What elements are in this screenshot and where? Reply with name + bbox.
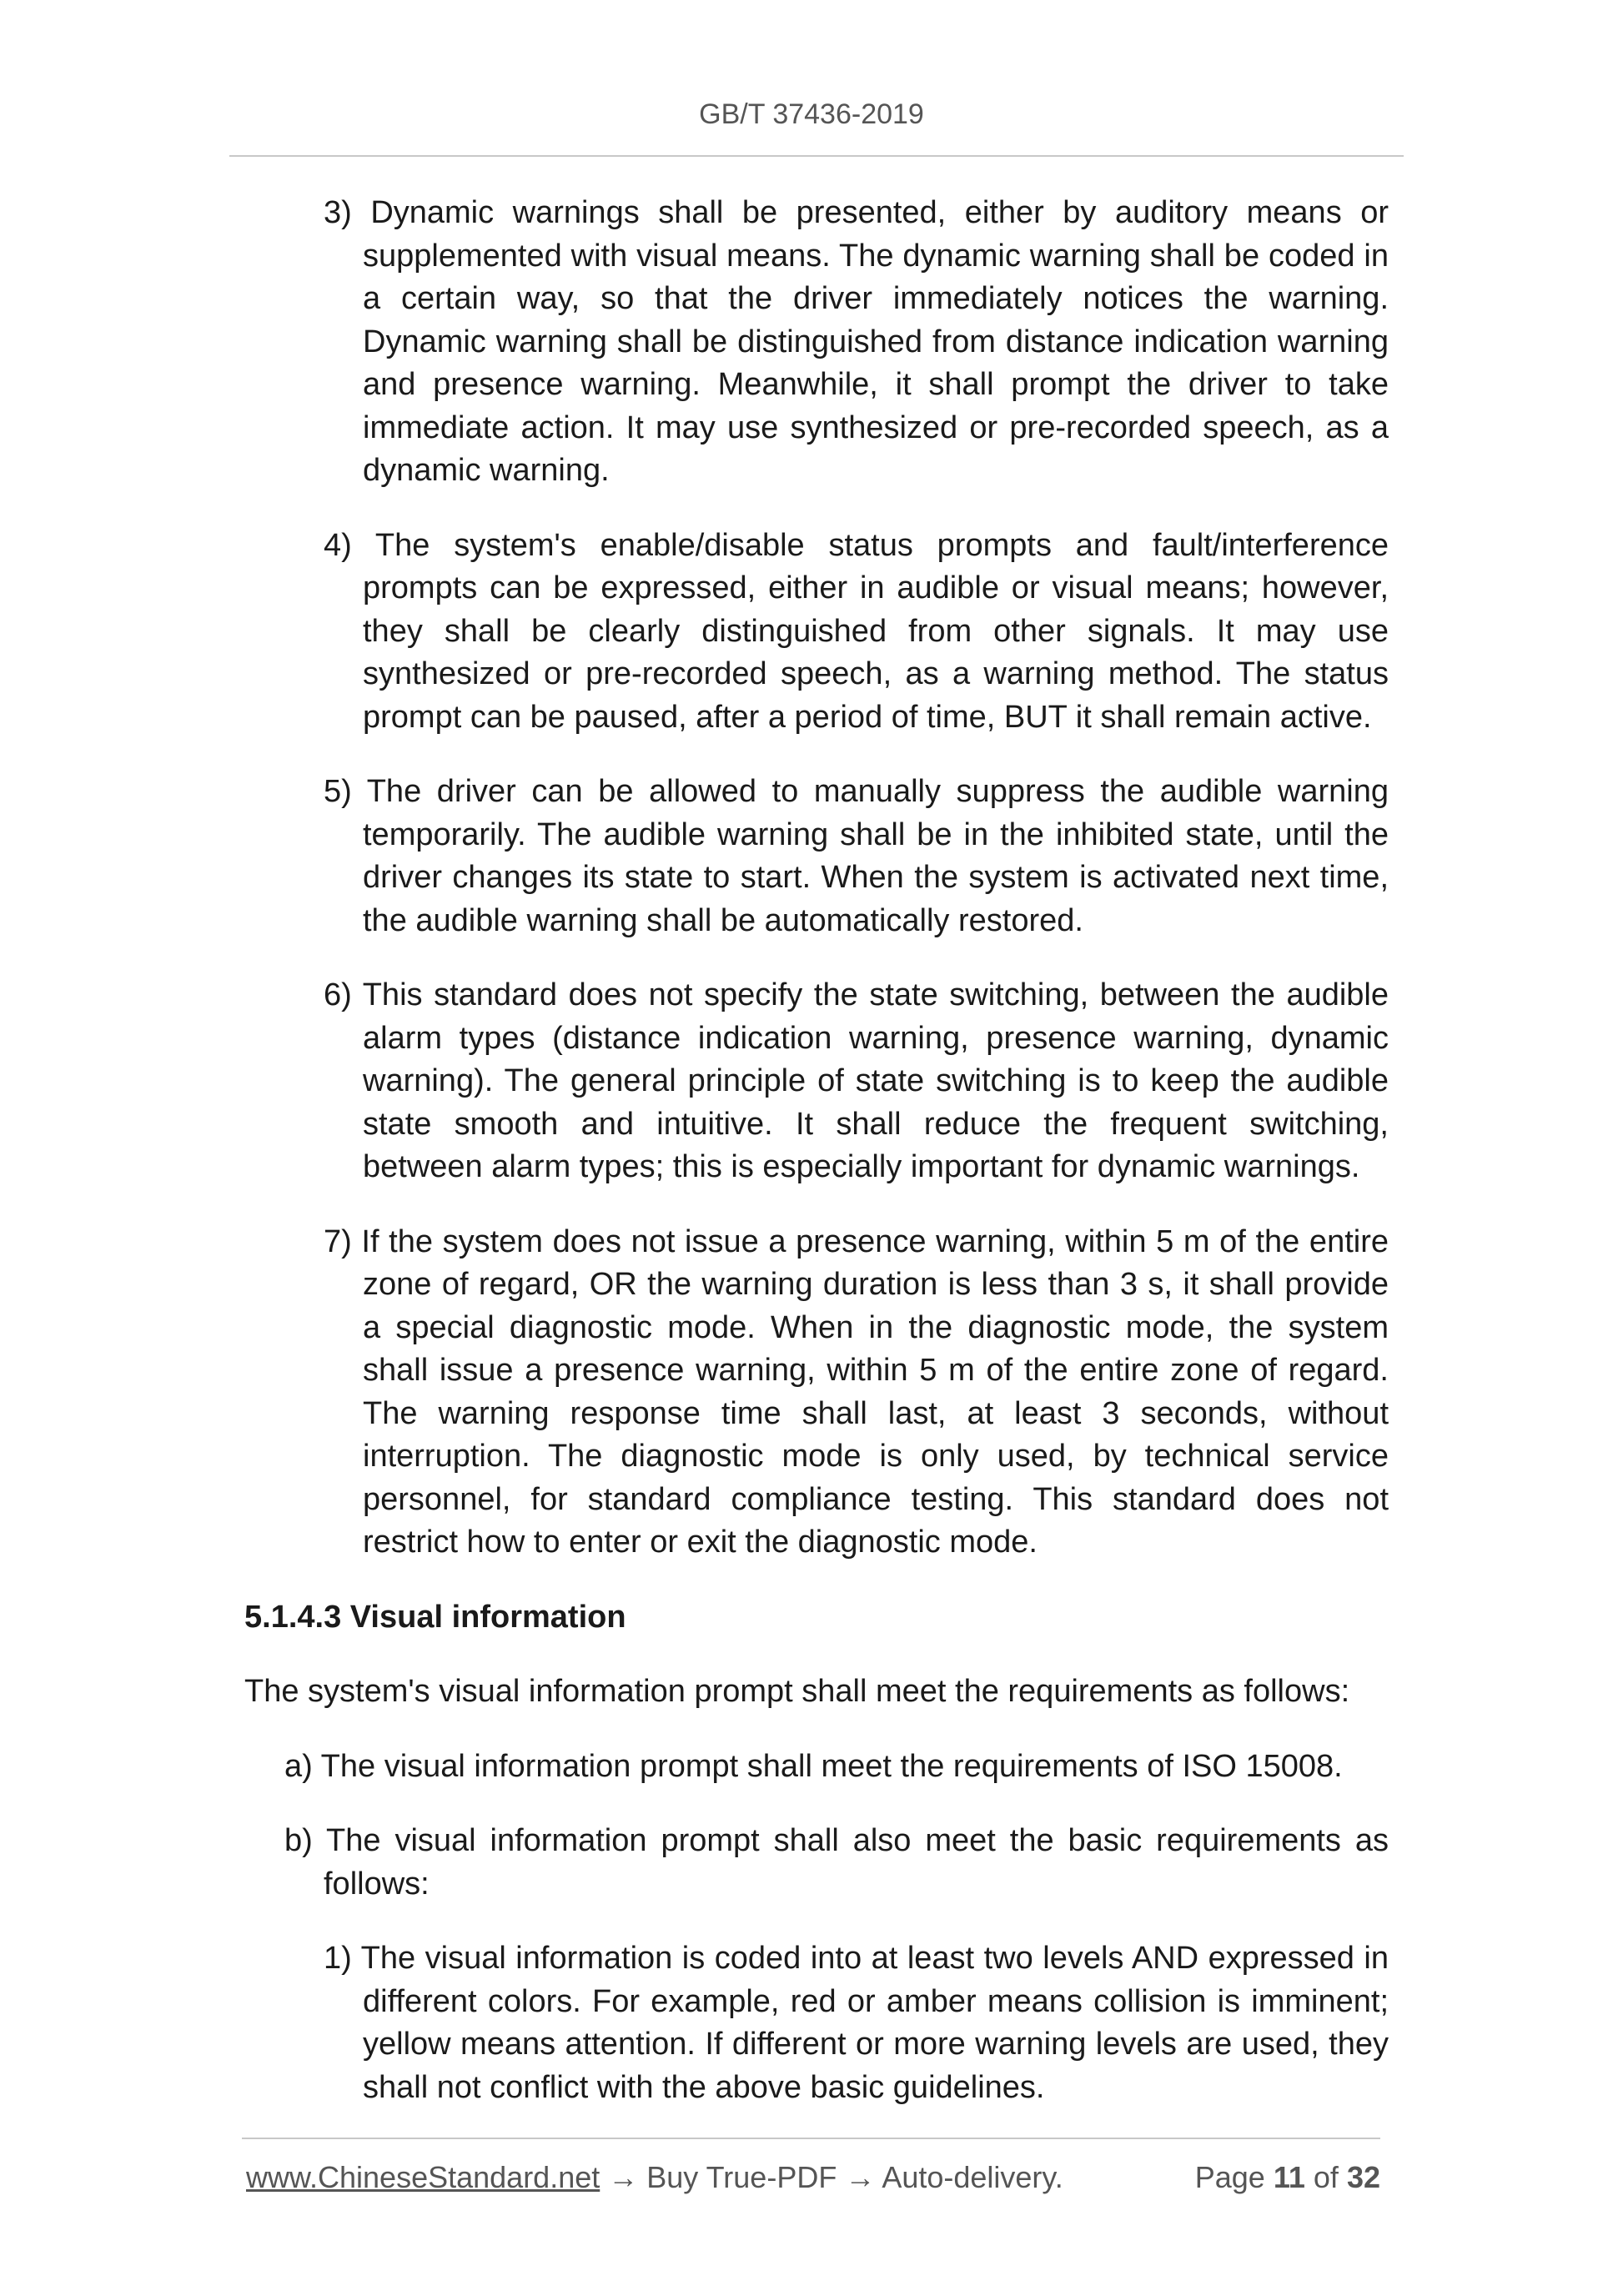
list-item-6: 6) This standard does not specify the state switching, between the audible alarm types (distance indication warning, presence warning, dynamic warning). The general principle of state switching is to keep the audible state smooth and intuitive. It shall reduce the frequent switching, between alarm types; this is especially important for dynamic warnings.	[324, 977, 1389, 1184]
sub-item-b: b) The visual information prompt shall also meet the basic requirements as follows:	[284, 1823, 1389, 1902]
document-id: GB/T 37436-2019	[699, 98, 924, 130]
list-item-7: 7) If the system does not issue a presence warning, within 5 m of the entire zone of regard, OR the warning duration is less than 3 s, it shall provide a special diagnostic mode. When in the diagnostic mode, the system shall issue a presence warning, within 5 m of the entire zone of regard. The warning response time shall last, at least 3 seconds, without interruption. The diagnostic mode is only used, by technical service personnel, for standard compliance testing. This standard does not restrict how to enter or exit the diagnostic mode.	[324, 1223, 1389, 1560]
header-divider	[229, 155, 1404, 157]
list-item-5: 5) The driver can be allowed to manually suppress the audible warning temporarily. The audible warning shall be in the inhibited state, until the driver changes its state to start. When the system is activated next time, the audible warning shall be automatically restored.	[324, 774, 1389, 938]
document-header	[0, 98, 1623, 131]
website-link[interactable]: www.ChineseStandard.net	[246, 2160, 600, 2194]
footer-divider	[242, 2138, 1380, 2139]
document-footer	[246, 2160, 1380, 2195]
sub-item-a: a) The visual information prompt shall meet the requirements of ISO 15008.	[284, 1748, 1343, 1784]
list-item-4: 4) The system's enable/disable status prompts and fault/interference prompts can be expressed, either in audible or visual means; however, they shall be clearly distinguished from other signals. It may use synthesized or pre-recorded speech, as a warning method. The status prompt can be paused, after a period of time, BUT it shall remain active.	[324, 527, 1389, 735]
total-pages: 32	[1346, 2160, 1380, 2194]
current-page: 11	[1273, 2160, 1305, 2194]
section-intro: The system's visual information prompt shall meet the requirements as follows:	[244, 1674, 1350, 1709]
list-item-3: 3) Dynamic warnings shall be presented, either by auditory means or supplemented with visual means. The dynamic warning shall be coded in a certain way, so that the driver immediately notices the warning. Dynamic warning shall be distinguished from distance indication warning and presence warning. Meanwhile, it shall prompt the driver to take immediate action. It may use synthesized or pre-recorded speech, as a dynamic warning.	[324, 195, 1389, 488]
page-content	[246, 192, 1389, 2109]
section-heading: 5.1.4.3 Visual information	[244, 1599, 626, 1635]
footer-tagline: → Buy True-PDF → Auto-delivery.	[600, 2160, 1063, 2194]
page-indicator: Page 11 of 32	[1194, 2160, 1380, 2194]
list-item-1: 1) The visual information is coded into at least two levels AND expressed in different colors. For example, red or amber means collision is imminent; yellow means attention. If different or more warning levels are used, they shall not conflict with the above basic guidelines.	[324, 1941, 1389, 2105]
